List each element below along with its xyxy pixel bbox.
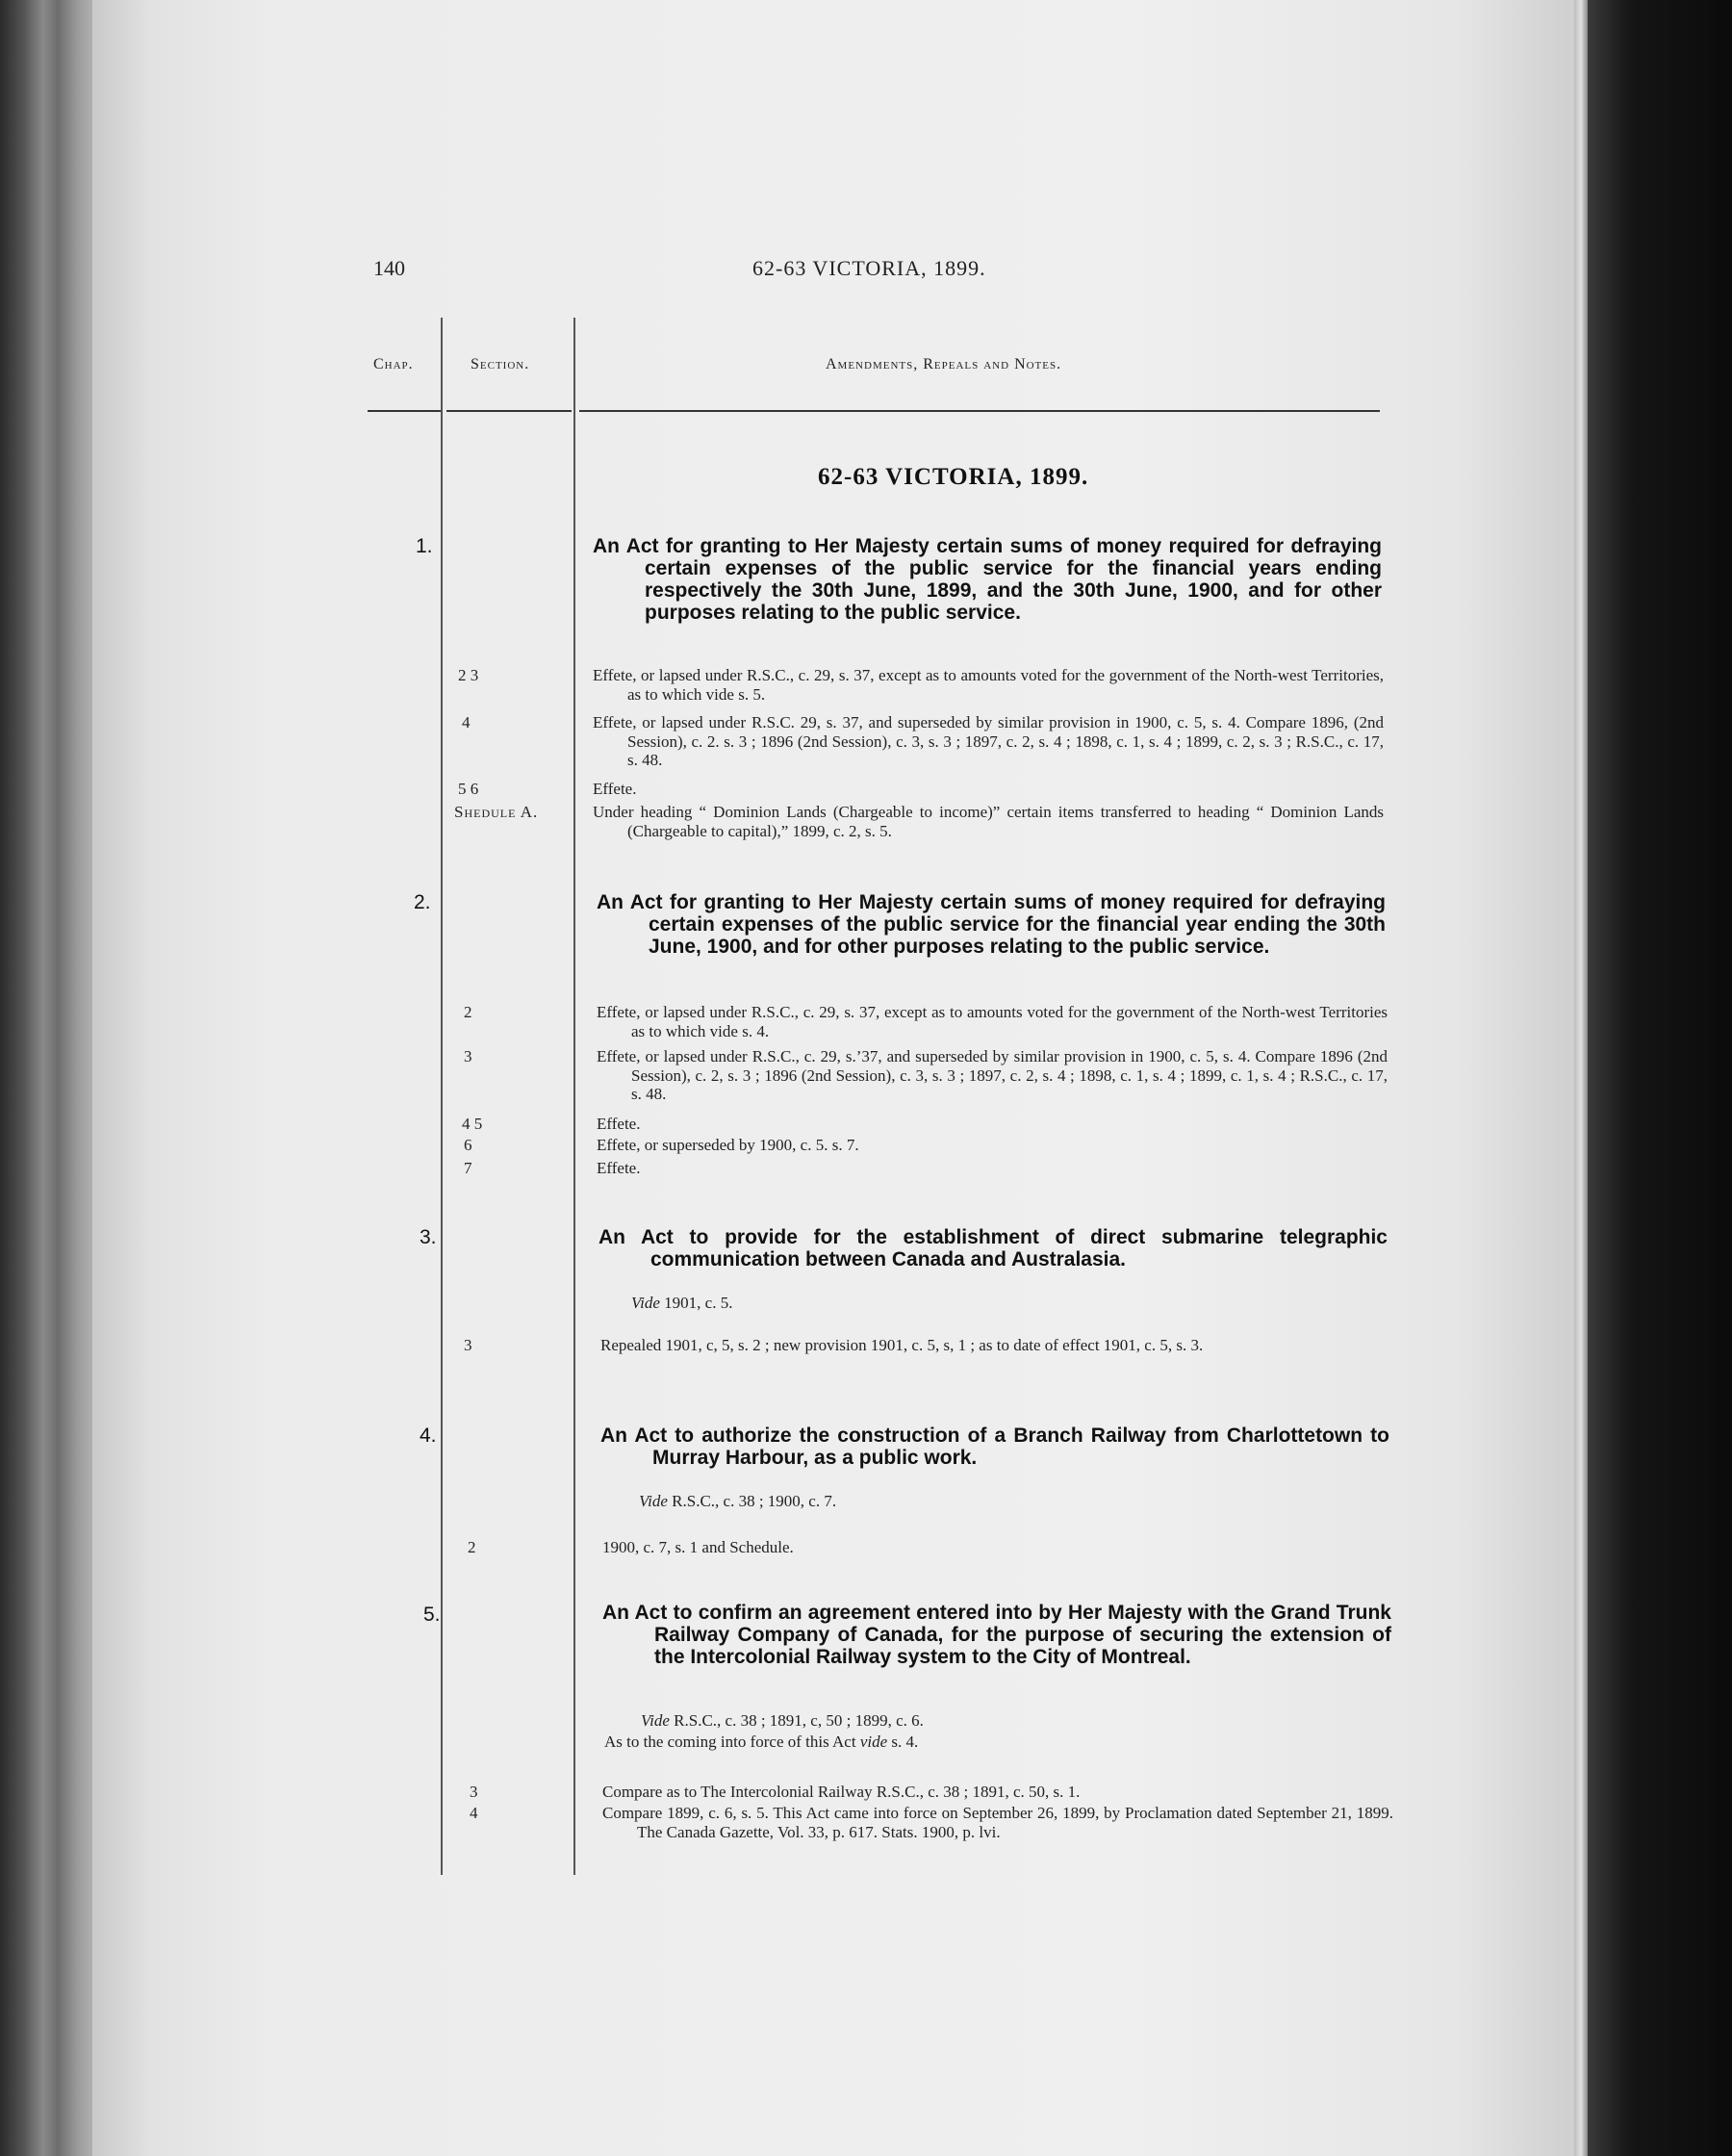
section-note: Effete. bbox=[597, 1159, 641, 1177]
page-edge bbox=[1574, 0, 1588, 2156]
chapter-number: 5. bbox=[423, 1604, 441, 1626]
book-binding bbox=[0, 0, 96, 2156]
section-note: 1900, c. 7, s. 1 and Schedule. bbox=[602, 1538, 794, 1556]
section-number: 7 bbox=[464, 1159, 472, 1177]
section-number: 3 bbox=[464, 1047, 472, 1065]
header-rule-notes bbox=[579, 410, 1380, 412]
section-note: Effete. bbox=[597, 1115, 641, 1133]
section-number: 3 bbox=[470, 1783, 478, 1801]
header-rule-chap bbox=[368, 410, 441, 412]
section-note: Compare as to The Intercolonial Railway R.S.C., c. 38 ; 1891, c. 50, s. 1. bbox=[602, 1783, 1081, 1801]
section-number: 5 6 bbox=[458, 780, 479, 798]
page-number: 140 bbox=[373, 256, 405, 280]
section-number: 4 bbox=[462, 713, 471, 732]
chapter-number: 2. bbox=[414, 891, 431, 913]
section-note: Effete, or lapsed under R.S.C., c. 29, s.’37, and superseded by similar provision in 1900, c. 5, s. 4. Compare 1896 (2nd Session), c. 2, s. 3 ; 1896 (2nd Session), c. 3, s. 3 ; 1897, c. 2, s. 4 ; 1898, c. 1, s. 4 ; 1899, c. 1, s. 4 ; R.S.C., c. 17, s. 48. bbox=[597, 1047, 1388, 1103]
act-title: An Act for granting to Her Majesty certain sums of money required for defraying certain expenses of the public service for the financial year ending the 30th June, 1900, and for other purposes relating to the public service. bbox=[597, 891, 1386, 958]
section-note: Effete, or superseded by 1900, c. 5. s. 7. bbox=[597, 1136, 859, 1154]
act-title: An Act to provide for the establishment of direct submarine telegraphic communication between Canada and Australasia. bbox=[599, 1226, 1388, 1270]
section-note: Effete, or lapsed under R.S.C. 29, s. 37, and superseded by similar provision in 1900, c. 5, s. 4. Compare 1896, (2nd Session), c. 2. s. 3 ; 1896 (2nd Session), c. 3, s. 3 ; 1897, c. 2, s. 4 ; 1898, c. 1, s. 4 ; 1899, c. 2, s. 3 ; R.S.C., c. 17, s. 48. bbox=[593, 713, 1384, 769]
column-divider-2 bbox=[573, 318, 575, 1875]
section-note: Effete, or lapsed under R.S.C., c. 29, s. 37, except as to amounts voted for the government of the North-west Territories as to which vide s. 4. bbox=[597, 1003, 1388, 1040]
chapter-number: 1. bbox=[416, 535, 433, 557]
section-number: Shedule A. bbox=[454, 803, 539, 821]
scan-background bbox=[1588, 0, 1732, 2156]
session-title: 62-63 VICTORIA, 1899. bbox=[818, 464, 1089, 490]
section-note: Effete, or lapsed under R.S.C., c. 29, s. 37, except as to amounts voted for the government of the North-west Territories, as to which vide s. 5. bbox=[593, 666, 1384, 704]
section-number: 6 bbox=[464, 1136, 472, 1154]
act-title: An Act to authorize the construction of a Branch Railway from Charlottetown to Murray Harbour, as a public work. bbox=[600, 1424, 1389, 1469]
section-number: 3 bbox=[464, 1336, 472, 1354]
column-header-notes: Amendments, Repeals and Notes. bbox=[826, 356, 1062, 372]
section-number: 2 bbox=[468, 1538, 476, 1556]
chapter-number: 3. bbox=[420, 1226, 437, 1248]
running-title: 62-63 VICTORIA, 1899. bbox=[752, 256, 986, 280]
section-number: 4 bbox=[470, 1804, 478, 1822]
vide-reference: Vide 1901, c. 5. bbox=[631, 1294, 733, 1312]
vide-reference: Vide R.S.C., c. 38 ; 1900, c. 7. bbox=[639, 1492, 837, 1510]
section-number: 2 bbox=[464, 1003, 472, 1021]
section-number: 4 5 bbox=[462, 1115, 483, 1133]
vide-reference: Vide R.S.C., c. 38 ; 1891, c, 50 ; 1899, c. 6. bbox=[641, 1711, 924, 1730]
section-number: 2 3 bbox=[458, 666, 479, 684]
section-note: Under heading “ Dominion Lands (Chargeable to income)” certain items transferred to heading “ Dominion Lands (Chargeable to capital),” 1899, c. 2, s. 5. bbox=[593, 803, 1384, 840]
column-header-section: Section. bbox=[471, 356, 530, 372]
column-divider-1 bbox=[441, 318, 443, 1875]
act-title: An Act for granting to Her Majesty certain sums of money required for defraying certain expenses of the public service for the financial years ending respectively the 30th June, 1899, and the 30th June, 1900, and for other purposes relating to the public service. bbox=[593, 535, 1382, 624]
section-note: Compare 1899, c. 6, s. 5. This Act came into force on September 26, 1899, by Proclamation dated September 21, 1899. The Canada Gazette, Vol. 33, p. 617. Stats. 1900, p. lvi. bbox=[602, 1804, 1393, 1841]
header-rule-section bbox=[446, 410, 572, 412]
section-note: Repealed 1901, c, 5, s. 2 ; new provision 1901, c. 5, s, 1 ; as to date of effect 1901, c. 5, s. 3. bbox=[600, 1336, 1204, 1354]
section-note: Effete. bbox=[593, 780, 637, 798]
act-title: An Act to confirm an agreement entered into by Her Majesty with the Grand Trunk Railway Company of Canada, for the purpose of securing the extension of the Intercolonial Railway system to the City of Montreal. bbox=[602, 1602, 1391, 1668]
column-header-chap: Chap. bbox=[373, 356, 414, 372]
vide-reference: As to the coming into force of this Act vide s. 4. bbox=[604, 1732, 919, 1751]
chapter-number: 4. bbox=[420, 1424, 437, 1447]
